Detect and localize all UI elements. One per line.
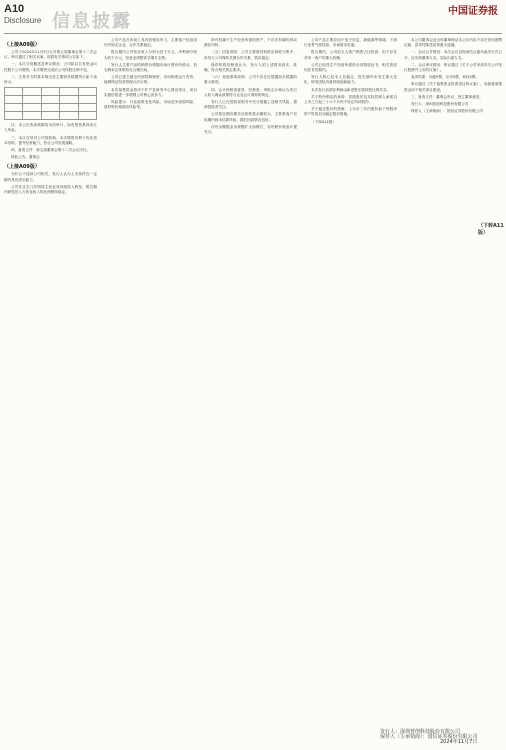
paragraph: 为什么不选择公司相关，发行人认为上市条件在一定期内具有成长能力。 <box>4 172 97 182</box>
paragraph: 关于股份锁定的承诺：控股股东及实际控制人承诺自上市之日起三十六个月内不转让所持股份。 <box>304 94 397 105</box>
paragraph: 存货余额随业务规模扩大而增长，存货跌价准备计提充分。 <box>204 124 297 135</box>
paragraph: 注：本公告所涉数据均未经审计，如有尾差系四舍五入所致。 <box>4 123 97 133</box>
paragraph: 本次募集资金将用于扩产及研发中心建设项目，项目实施后将进一步增强公司核心竞争力。 <box>104 87 197 97</box>
continued-marker: （下转A11版） <box>478 223 504 236</box>
issuer-line: 发行人：深圳普创科技股份有限公司 <box>380 729 461 735</box>
header-divider <box>4 33 502 34</box>
paragraph: 发行人已在招股说明书中充分披露上述相关风险，提请投资者关注。 <box>204 100 297 110</box>
page-number: A10 <box>4 3 25 15</box>
paragraph: 公司已建立健全内部控制制度，各项制度运行有效，能够保证经营管理合法合规。 <box>104 75 197 85</box>
column-5 <box>404 38 502 738</box>
paragraph: 报告期内公司营业收入分别为若干万元，净利润分别为若干万元，经营业绩整体呈增长态势。 <box>104 50 197 60</box>
paragraph: 所有权属于生产经营所需的资产，不存在权属纠纷或潜在纠纷。 <box>204 38 297 48</box>
paragraph: 公司在过去几年围绕主营业务持续投入研发，报告期内研发投入占营业收入的比例保持稳定。 <box>4 184 97 195</box>
paragraph: 三、备查文件：董事会决议、独立董事意见。 <box>411 94 483 99</box>
sponsor-line: 保荐人（主承销商）：国信证券股份有限公司 <box>380 734 478 740</box>
paragraph: 公司于2024年11月5日召开第五届董事会第十二次会议，审议通过了相关议案，现将有关事项公告如下。 <box>4 50 97 60</box>
paragraph: 一、会议召开情况：本次会议以现场结合通讯表决方式召开，应出席董事九名，实际出席九名。 <box>404 50 502 60</box>
footer-date: 2024年11月7日 <box>440 739 478 745</box>
column-2 <box>104 38 197 738</box>
paragraph: 保荐人（主承销商）：国信证券股份有限公司 <box>411 109 483 114</box>
block-title: （上接A09版） <box>4 42 40 48</box>
paragraph: 一、本次交易概述及审议情况，公司拟以自有资金向控股子公司增资，本次增资完成后公司持股比例不变。 <box>4 62 97 72</box>
paragraph: 本公司董事会及全体董事保证本公告内容不存在任何虚假记载、误导性陈述或者重大遗漏。 <box>404 38 502 48</box>
paragraph: 四、会计师核查意见：经核查，申报会计师认为发行人收入确认政策符合企业会计准则的规定。 <box>204 87 297 97</box>
page-header <box>0 0 506 32</box>
paragraph: 四、备查文件：第五届董事会第十二次会议决议。 <box>11 148 91 153</box>
column-4 <box>304 38 397 738</box>
paragraph: 三、本次交易对公司的影响，本次增资有利于优化资本结构，提升经营能力，符合公司发展战略。 <box>4 135 97 145</box>
paragraph: 公司已取得生产经营所需的全部资质证书，相关资质均在有效期内。 <box>304 62 397 73</box>
paragraph: 二、交易对方的基本情况及主要财务数据列示如下表所示。 <box>4 74 97 85</box>
section-title: 信息披露 <box>52 11 132 32</box>
paragraph: 表决结果：同意9票，反对0票，弃权0票。 <box>411 75 479 80</box>
paragraph: 公司报告期各期末应收账款余额较大，主要系客户信用期内尚未结算所致，期后回款情况良好。 <box>204 112 297 122</box>
column-3 <box>204 38 297 738</box>
masthead: 中国证券报 <box>448 6 498 17</box>
financial-table <box>4 87 97 120</box>
paragraph: （下转A11版） <box>311 119 336 124</box>
paragraph: 关于稳定股价的预案：上市后三年内股价低于每股净资产时将启动稳定股价措施。 <box>304 107 397 117</box>
paragraph: 本次发行前滚存利润由新老股东按持股比例共享。 <box>311 87 391 92</box>
paragraph: 公司产品主要应用于电子信息、新能源等领域，下游行业景气度较高，市场需求旺盛。 <box>304 38 397 48</box>
column-1 <box>4 38 97 738</box>
paragraph: 保荐机构经核查认为，发行人的上述情况真实、准确，符合相关规定要求。 <box>204 62 297 73</box>
paragraph: 发行人：深圳普创科技股份有限公司 <box>411 102 469 107</box>
paragraph: 特此公告。董事会 <box>11 155 40 160</box>
paragraph: （六）其他事项说明：公司不存在应披露而未披露的重大事项。 <box>204 75 297 85</box>
section-name-en: Disclosure <box>4 16 42 25</box>
paragraph: 公司产品在市场上具有较强竞争力，主要客户包括国内外知名企业，合作关系稳定。 <box>104 38 197 48</box>
paragraph: 审议通过《关于募集资金投资项目的议案》，同意将募集资金用于相关项目建设。 <box>404 82 502 92</box>
paragraph: 发行人核心技术人员稳定，报告期内未发生重大变化，研发团队具备持续创新能力。 <box>304 75 397 85</box>
paragraph: 二、会议审议情况：审议通过《关于公司申请首次公开发行股票并上市的议案》。 <box>404 62 502 73</box>
paragraph: 风险提示：行业政策变化风险、市场竞争加剧风险、原材料价格波动风险等。 <box>104 100 197 110</box>
paragraph: 发行人主要产品的销售价格随市场行情有所波动，但毛利率总体维持在合理区间。 <box>104 62 197 73</box>
paragraph: （五）回复说明：公司主要原材料供应商较为集中，但均与公司保持长期合作关系，供应稳定。 <box>204 50 297 60</box>
paragraph: 报告期内，公司前五大客户销售占比较高，但不存在对单一客户的重大依赖。 <box>304 50 397 60</box>
block-title: （上接A09版） <box>4 164 40 171</box>
